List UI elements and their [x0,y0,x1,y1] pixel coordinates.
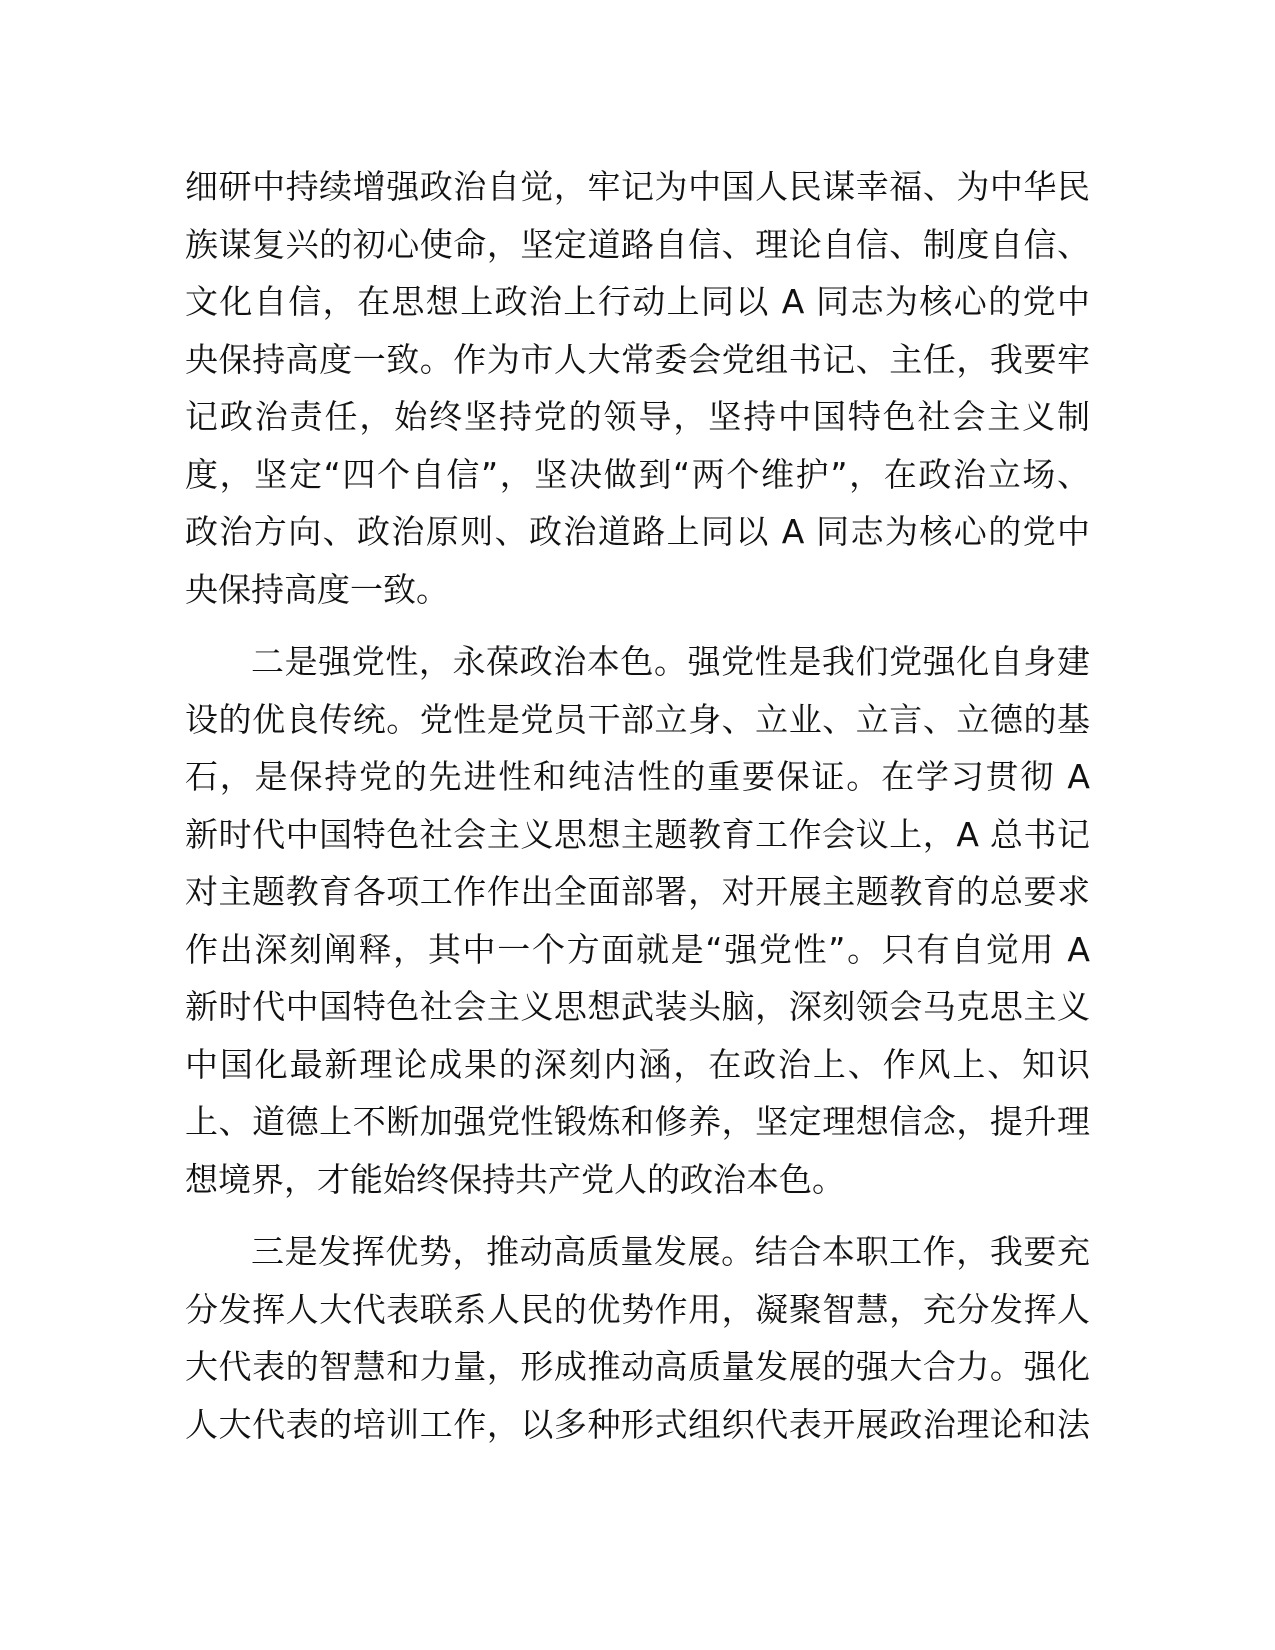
text-line: 分发挥人大代表联系人民的优势作用，凝聚智慧，充分发挥人 [185,1289,1090,1329]
text-line: 大代表的智慧和力量，形成推动高质量发展的强大合力。强化 [185,1347,1090,1386]
text-line: 度，坚定“四个自信”，坚决做到“两个维护”，在政治立场、 [185,454,1090,494]
paragraph-3 [185,1223,1090,1453]
text-line: 中国化最新理论成果的深刻内涵，在政治上、作风上、知识 [185,1044,1090,1084]
text-line: 政治方向、政治原则、政治道路上同以 A 同志为核心的党中 [185,512,1090,551]
text-line: 记政治责任，始终坚持党的领导，坚持中国特色社会主义制 [185,397,1090,436]
text-line: 对主题教育各项工作作出全面部署，对开展主题教育的总要求 [185,872,1090,911]
text-line: 央保持高度一致。 [185,569,449,609]
text-line: 设的优良传统。党性是党员干部立身、立业、立言、立德的基 [185,699,1090,739]
text-line: 人大代表的培训工作，以多种形式组织代表开展政治理论和法 [185,1404,1090,1444]
paragraph-2 [185,633,1090,1208]
text-line: 央保持高度一致。作为市人大常委会党组书记、主任，我要牢 [185,339,1090,379]
text-line: 作出深刻阐释，其中一个方面就是“强党性”。只有自觉用 A [185,929,1090,969]
text-line: 上、道德上不断加强党性锻炼和修养，坚定理想信念，提升理 [185,1102,1090,1141]
text-line: 文化自信，在思想上政治上行动上同以 A 同志为核心的党中 [185,282,1090,321]
text-line: 石，是保持党的先进性和纯洁性的重要保证。在学习贯彻 A [185,757,1090,796]
text-line: 新时代中国特色社会主义思想主题教育工作会议上，A 总书记 [185,814,1090,854]
text-line: 想境界，才能始终保持共产党人的政治本色。 [185,1159,845,1199]
text-line: 三是发挥优势，推动高质量发展。结合本职工作，我要充 [251,1232,1090,1271]
paragraph-1 [185,158,1090,618]
text-line: 二是强党性，永葆政治本色。强党性是我们党强化自身建 [251,642,1090,681]
text-line: 细研中持续增强政治自觉，牢记为中国人民谋幸福、为中华民 [185,167,1090,206]
text-line: 新时代中国特色社会主义思想武装头脑，深刻领会马克思主义 [185,987,1090,1026]
text-line: 族谋复兴的初心使命，坚定道路自信、理论自信、制度自信、 [185,224,1090,264]
